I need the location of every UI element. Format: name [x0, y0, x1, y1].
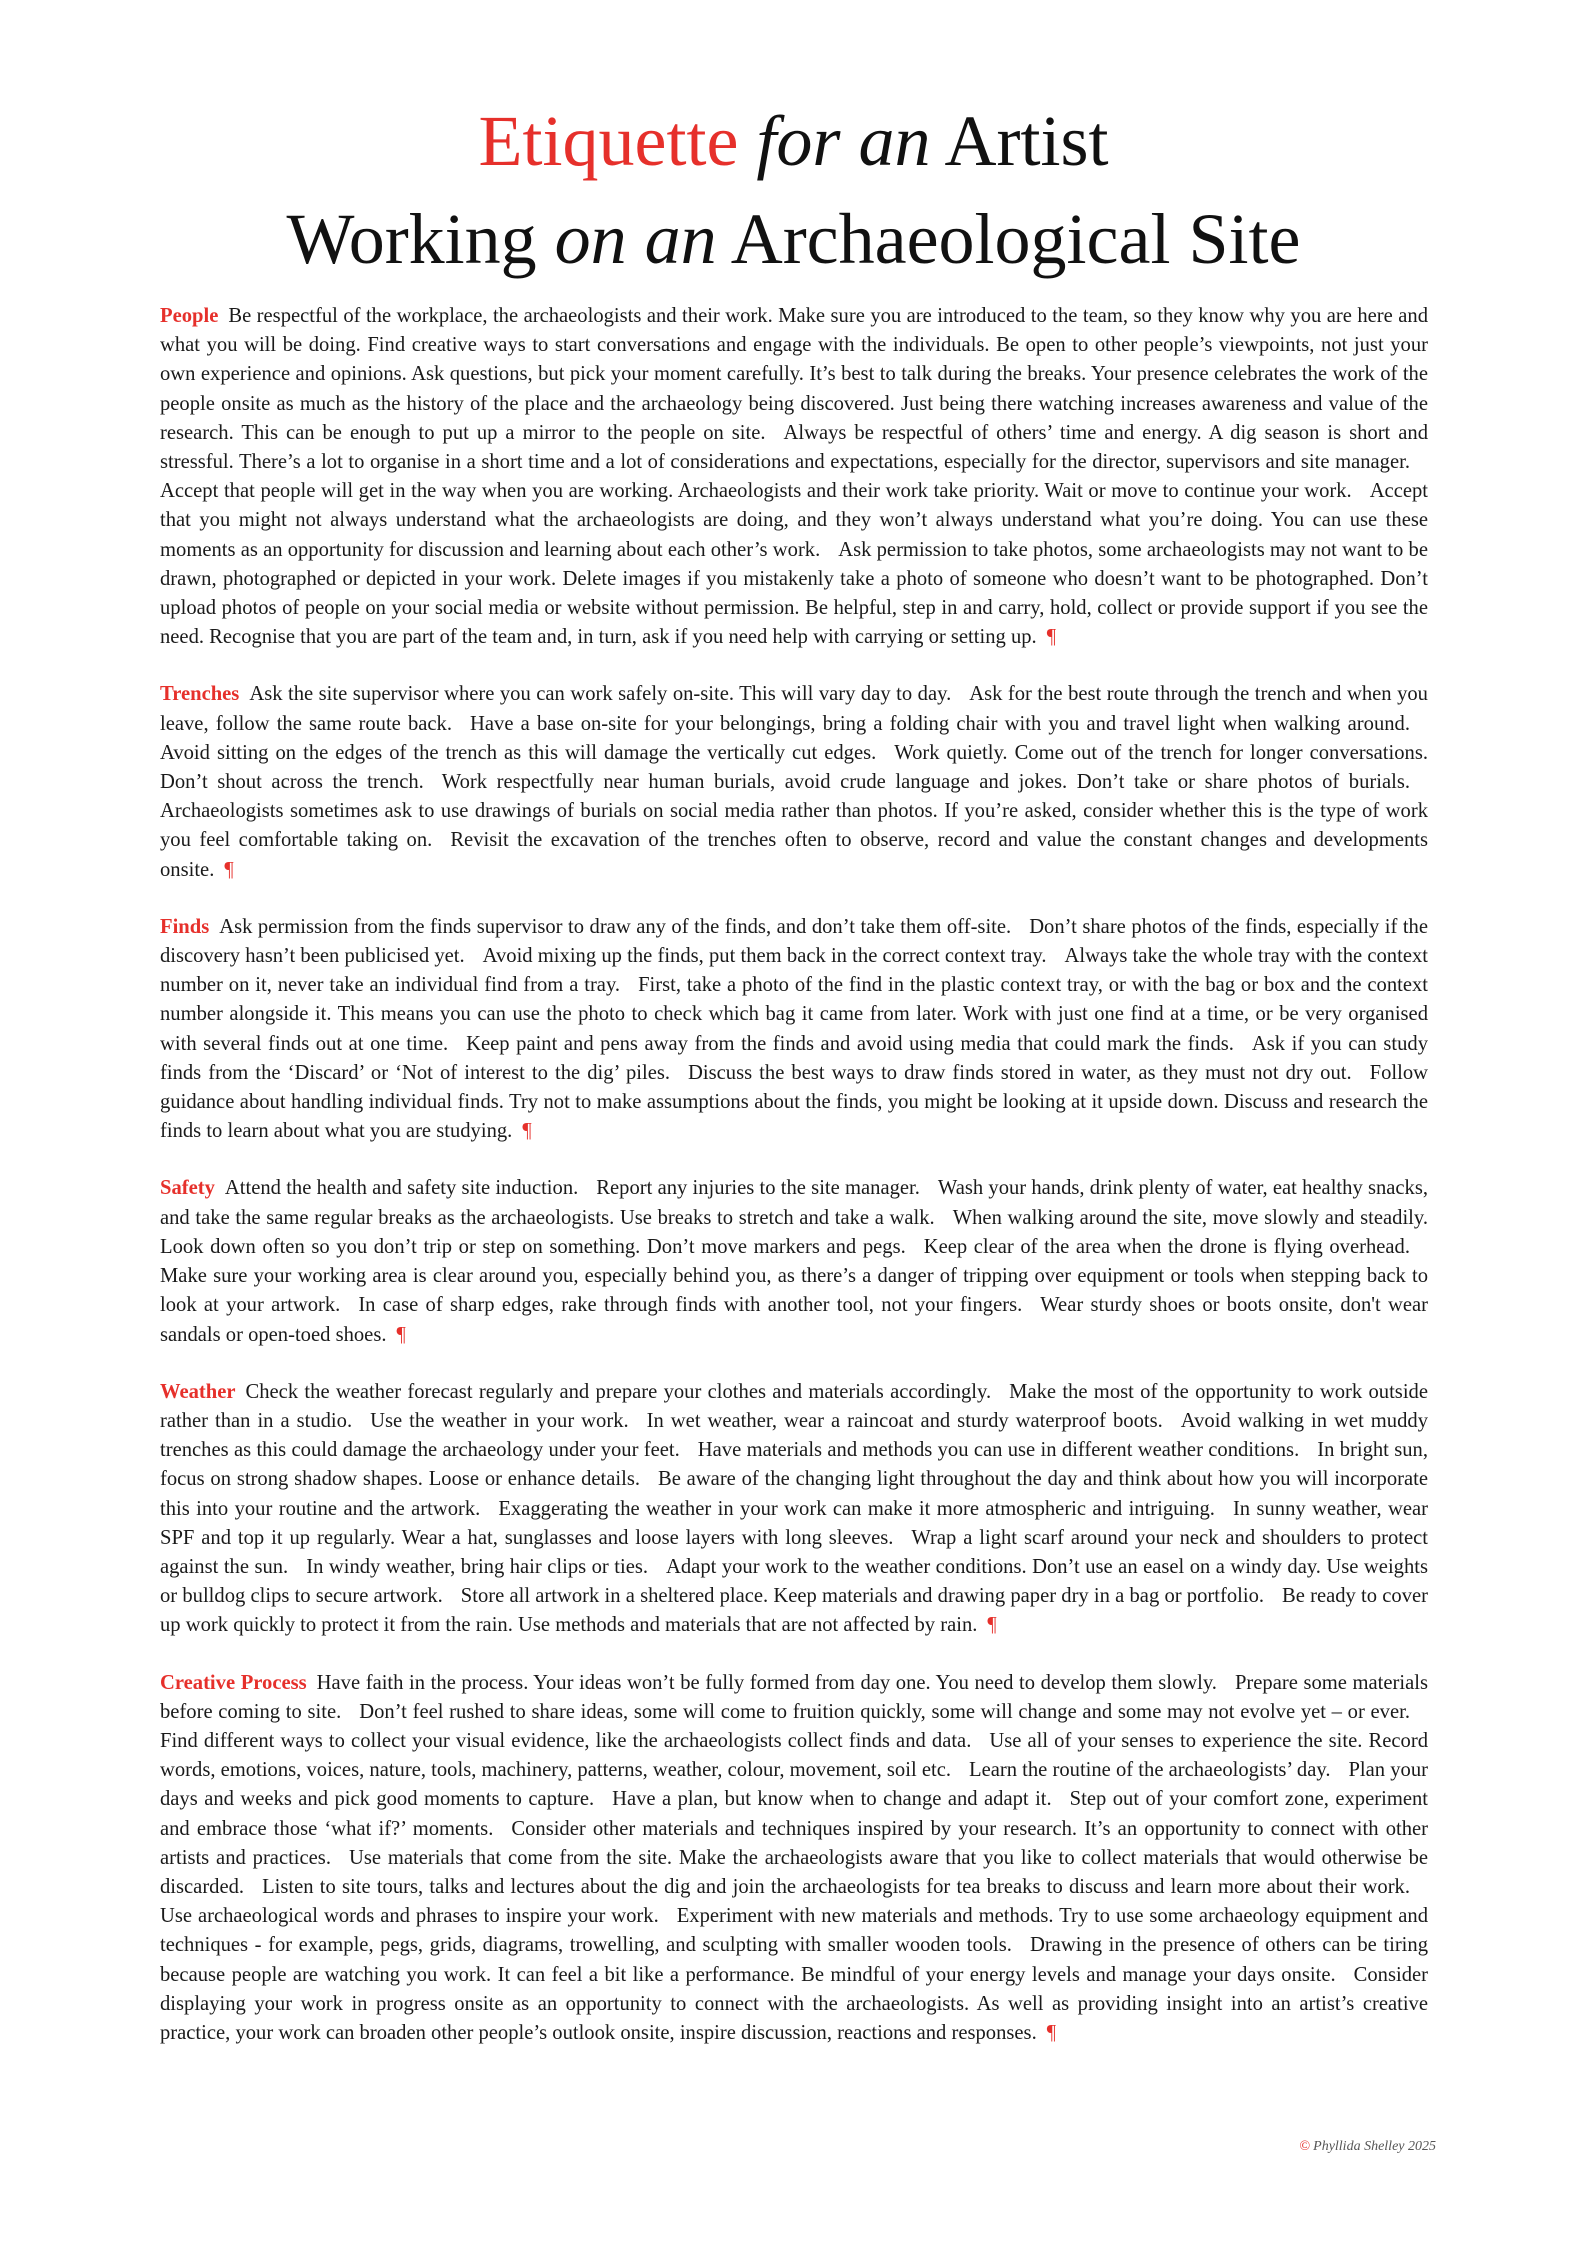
section-sentence: Avoid walking in wet muddy trenches as this could damage the archaeology under your feet.	[160, 1409, 1428, 1462]
section-sentence: Ask the site supervisor where you can work safely on-site. This will vary day to day.	[249, 683, 952, 706]
section-sentence: Use all of your senses to experience the site. Record words, emotions, voices, nature, tools, machinery, patterns, weather, colour, movement, soil etc.	[160, 1729, 1428, 1782]
title-word-working: Working	[286, 199, 537, 279]
section-sentence: Follow guidance about handling individual finds. Try not to make assumptions about the finds, you might be looking at it upside down. Discuss and research the finds to learn about what you are studying.	[160, 1061, 1428, 1143]
copyright-icon: ©	[1299, 2139, 1311, 2154]
title-word-etiquette: Etiquette	[478, 101, 739, 181]
section-sentence: Ask permission to take photos, some archaeologists may not want to be drawn, photographed or depicted in your work. Delete images if you mistakenly take a photo of someone who doesn’t want to be photographed. Don’t upload photos of people on your social media or website without permission. Be helpful, step in and carry, hold, collect or provide support if you see the need. Recognise that you are part of the team and, in turn, ask if you need help with carrying or setting up.	[160, 538, 1428, 649]
section-trenches	[160, 680, 1428, 884]
title-line-2	[0, 190, 1587, 288]
section-sentence: Plan your days and weeks and pick good moments to capture.	[160, 1759, 1428, 1811]
section-sentence: Experiment with new materials and methods. Try to use some archaeology equipment and techniques - for example, pegs, grids, diagrams, trowelling, and sculpting with smaller wooden tools.	[160, 1905, 1428, 1957]
section-sentence: Always be respectful of others’ time and energy. A dig season is short and stressful. There’s a lot to organise in a short time and a lot of considerations and expectations, especially for the director, supervisors and site manager.	[160, 421, 1428, 474]
section-sentence: Use materials that come from the site. Make the archaeologists aware that you like to collect materials that would otherwise be discarded.	[160, 1846, 1429, 1898]
section-sentence: Archaeologists sometimes ask to use drawings of burials on social media rather than photos. If you’re asked, consider whether this is the type of work you feel comfortable taking on.	[160, 800, 1428, 852]
section-heading: People	[160, 305, 219, 327]
section-sentence: Have a plan, but know when to change and adapt it.	[612, 1788, 1052, 1811]
section-sentence: Have faith in the process. Your ideas won’t be fully formed from day one. You need to develop them slowly.	[316, 1671, 1217, 1694]
section-weather	[160, 1378, 1428, 1641]
section-sentence: Drawing in the presence of others can be tiring because people are watching you work. It can feel a bit like a performance. Be mindful of your energy levels and manage your days onsite.	[160, 1934, 1428, 1986]
title-word-artist: Artist	[944, 101, 1109, 181]
section-sentence: Adapt your work to the weather conditions. Don’t use an easel on a windy day. Use weights or bulldog clips to secure artwork.	[160, 1555, 1428, 1608]
page-title	[0, 92, 1587, 288]
copyright-notice	[1300, 2139, 1437, 2155]
section-sentence: Accept that you might not always understand what the archaeologists are doing, and they won’t always understand what you’re doing. You can use these moments as an opportunity for discussion and learning about each other’s work.	[160, 480, 1428, 561]
section-sentence: Don’t share photos of the finds, especially if the discovery hasn’t been publicised yet.	[160, 915, 1428, 968]
section-sentence: Accept that people will get in the way when you are working. Archaeologists and their work take priority. Wait or move to continue your work.	[160, 480, 1352, 503]
title-phrase-on-an: on an	[554, 199, 717, 279]
copyright-text: Phyllida Shelley 2025	[1313, 2139, 1436, 2154]
section-sentence: Always take the whole tray with the context number on it, never take an individual find from a tray.	[160, 945, 1428, 997]
section-sentence: Ask if you can study finds from the ‘Discard’ or ‘Not of interest to the dig’ piles.	[160, 1032, 1429, 1084]
section-sentence: Make sure your working area is clear around you, especially behind you, as there’s a danger of tripping over equipment or tools when stepping back to look at your artwork.	[160, 1265, 1428, 1317]
section-sentence: Exaggerating the weather in your work can make it more atmospheric and intriguing.	[498, 1497, 1215, 1520]
section-sentence: Step out of your comfort zone, experiment and embrace those ‘what if?’ moments.	[160, 1788, 1428, 1840]
pilcrow-icon: ¶	[1046, 2021, 1057, 2044]
section-sentence: Ask permission from the finds supervisor to draw any of the finds, and don’t take them off-site.	[219, 915, 1012, 938]
section-sentence: Be ready to cover up work quickly to protect it from the rain. Use methods and materials that are not affected by rain.	[160, 1585, 1428, 1637]
section-sentence: Store all artwork in a sheltered place. Keep materials and drawing paper dry in a bag or portfolio.	[460, 1585, 1265, 1608]
section-sentence: Wash your hands, drink plenty of water, eat healthy snacks, and take the same regular breaks as the archaeologists. Use breaks to stretch and take a walk.	[160, 1177, 1429, 1229]
pilcrow-icon: ¶	[396, 1323, 406, 1346]
section-sentence: Attend the health and safety site induction.	[224, 1177, 579, 1200]
section-sentence: Use the weather in your work.	[370, 1409, 629, 1432]
section-sentence: First, take a photo of the find in the plastic context tray, or with the bag or box and the context number alongside it. This means you can use the photo to check which bag it came from later. Work with just one find at a time, or be very organised with several finds out at one time.	[160, 974, 1429, 1055]
section-sentence: Report any injuries to the site manager.	[596, 1177, 920, 1200]
section-heading: Finds	[160, 915, 210, 938]
section-sentence: Make the most of the opportunity to work outside rather than in a studio.	[160, 1380, 1428, 1432]
section-heading: Safety	[160, 1177, 215, 1200]
section-sentence: In wet weather, wear a raincoat and sturdy waterproof boots.	[646, 1409, 1163, 1432]
section-sentence: Work quietly. Come out of the trench for longer conversations. Don’t shout across the trench.	[160, 741, 1428, 794]
section-sentence: Wear sturdy shoes or boots onsite, don't wear sandals or open-toed shoes.	[160, 1294, 1428, 1346]
section-sentence: Keep paint and pens away from the finds and avoid using media that could mark the finds.	[466, 1032, 1234, 1055]
section-finds	[160, 913, 1428, 1147]
section-sentence: Keep clear of the area when the drone is flying overhead.	[923, 1235, 1410, 1258]
section-sentence: Don’t feel rushed to share ideas, some will come to fruition quickly, some will change and some may not evolve yet – or ever.	[359, 1700, 1410, 1723]
section-sentence: Use archaeological words and phrases to inspire your work.	[160, 1905, 659, 1928]
section-sentence: Have materials and methods you can use in different weather conditions.	[697, 1439, 1300, 1462]
section-creative-process	[160, 1669, 1428, 2049]
section-sentence: Consider other materials and techniques inspired by your research. It’s an opportunity to connect with other artists and practices.	[160, 1817, 1429, 1869]
section-sentence: In bright sun, focus on strong shadow shapes. Loose or enhance details.	[160, 1439, 1428, 1491]
pilcrow-icon: ¶	[522, 1120, 532, 1143]
section-sentence: Listen to site tours, talks and lectures about the dig and join the archaeologists for tea breaks to discuss and learn more about their work.	[262, 1875, 1410, 1898]
section-sentence: Work respectfully near human burials, avoid crude language and jokes. Don’t take or share photos of burials.	[441, 771, 1410, 794]
section-sentence: Ask for the best route through the trench and when you leave, follow the same route back.	[160, 683, 1428, 735]
section-sentence: Be aware of the changing light throughout the day and think about how you will incorporate this into your routine and the artwork.	[160, 1468, 1428, 1520]
section-sentence: Find different ways to collect your visual evidence, like the archaeologists collect finds and data.	[160, 1729, 972, 1752]
section-sentence: In case of sharp edges, rake through finds with another tool, not your fingers.	[358, 1294, 1023, 1317]
section-sentence: In windy weather, bring hair clips or ties.	[306, 1555, 649, 1578]
section-sentence: Revisit the excavation of the trenches often to observe, record and value the constant changes and developments onsite.	[160, 829, 1428, 881]
section-heading: Creative Process	[160, 1671, 307, 1694]
pilcrow-icon: ¶	[987, 1614, 997, 1637]
section-sentence: Avoid mixing up the finds, put them back in the correct context tray.	[482, 945, 1047, 968]
section-sentence: When walking around the site, move slowly and steadily. Look down often so you don’t trip or step on something. Don’t move markers and pegs.	[160, 1206, 1428, 1258]
pilcrow-icon: ¶	[224, 858, 234, 881]
section-people	[160, 302, 1428, 652]
pilcrow-icon: ¶	[1046, 626, 1057, 649]
section-sentence: Have a base on-site for your belongings, bring a folding chair with you and travel light when walking around.	[470, 712, 1410, 735]
section-sentence: Learn the routine of the archaeologists’ day.	[968, 1759, 1331, 1782]
section-heading: Weather	[160, 1380, 236, 1403]
section-sentence: Wrap a light scarf around your neck and shoulders to protect against the sun.	[160, 1526, 1428, 1578]
section-sentence: Consider displaying your work in progress onsite as an opportunity to connect with the archaeologists. As well as providing insight into an artist’s creative practice, your work can broaden other people’s outlook onsite, inspire discussion, reactions and responses.	[160, 1963, 1428, 2044]
section-sentence: Discuss the best ways to draw finds stored in water, as they must not dry out.	[688, 1061, 1352, 1084]
section-safety	[160, 1174, 1428, 1349]
section-sentence: Be respectful of the workplace, the archaeologists and their work. Make sure you are introduced to the team, so they know why you are here and what you will be doing. Find creative ways to start conversations and engage with the individuals. Be open to other people’s viewpoints, not just your own experience and opinions. Ask questions, but pick your moment carefully. It’s best to talk during the breaks. Your presence celebrates the work of the people onsite as much as the history of the place and the archaeology being discovered. Just being there watching increases awareness and value of the research. This can be enough to put up a mirror to the people on site.	[160, 305, 1428, 444]
title-line-1	[0, 92, 1587, 190]
section-sentence: Prepare some materials before coming to site.	[160, 1671, 1428, 1723]
sections-container	[160, 302, 1428, 2076]
section-sentence: Check the weather forecast regularly and prepare your clothes and materials accordingly.	[245, 1380, 992, 1403]
title-phrase-for-an: for an	[756, 101, 931, 181]
title-phrase-archaeological-site: Archaeological Site	[730, 199, 1301, 279]
section-sentence: In sunny weather, wear SPF and top it up regularly. Wear a hat, sunglasses and loose layers with long sleeves.	[160, 1497, 1428, 1549]
section-sentence: Avoid sitting on the edges of the trench as this will damage the vertically cut edges.	[160, 741, 877, 764]
section-heading: Trenches	[160, 683, 240, 706]
